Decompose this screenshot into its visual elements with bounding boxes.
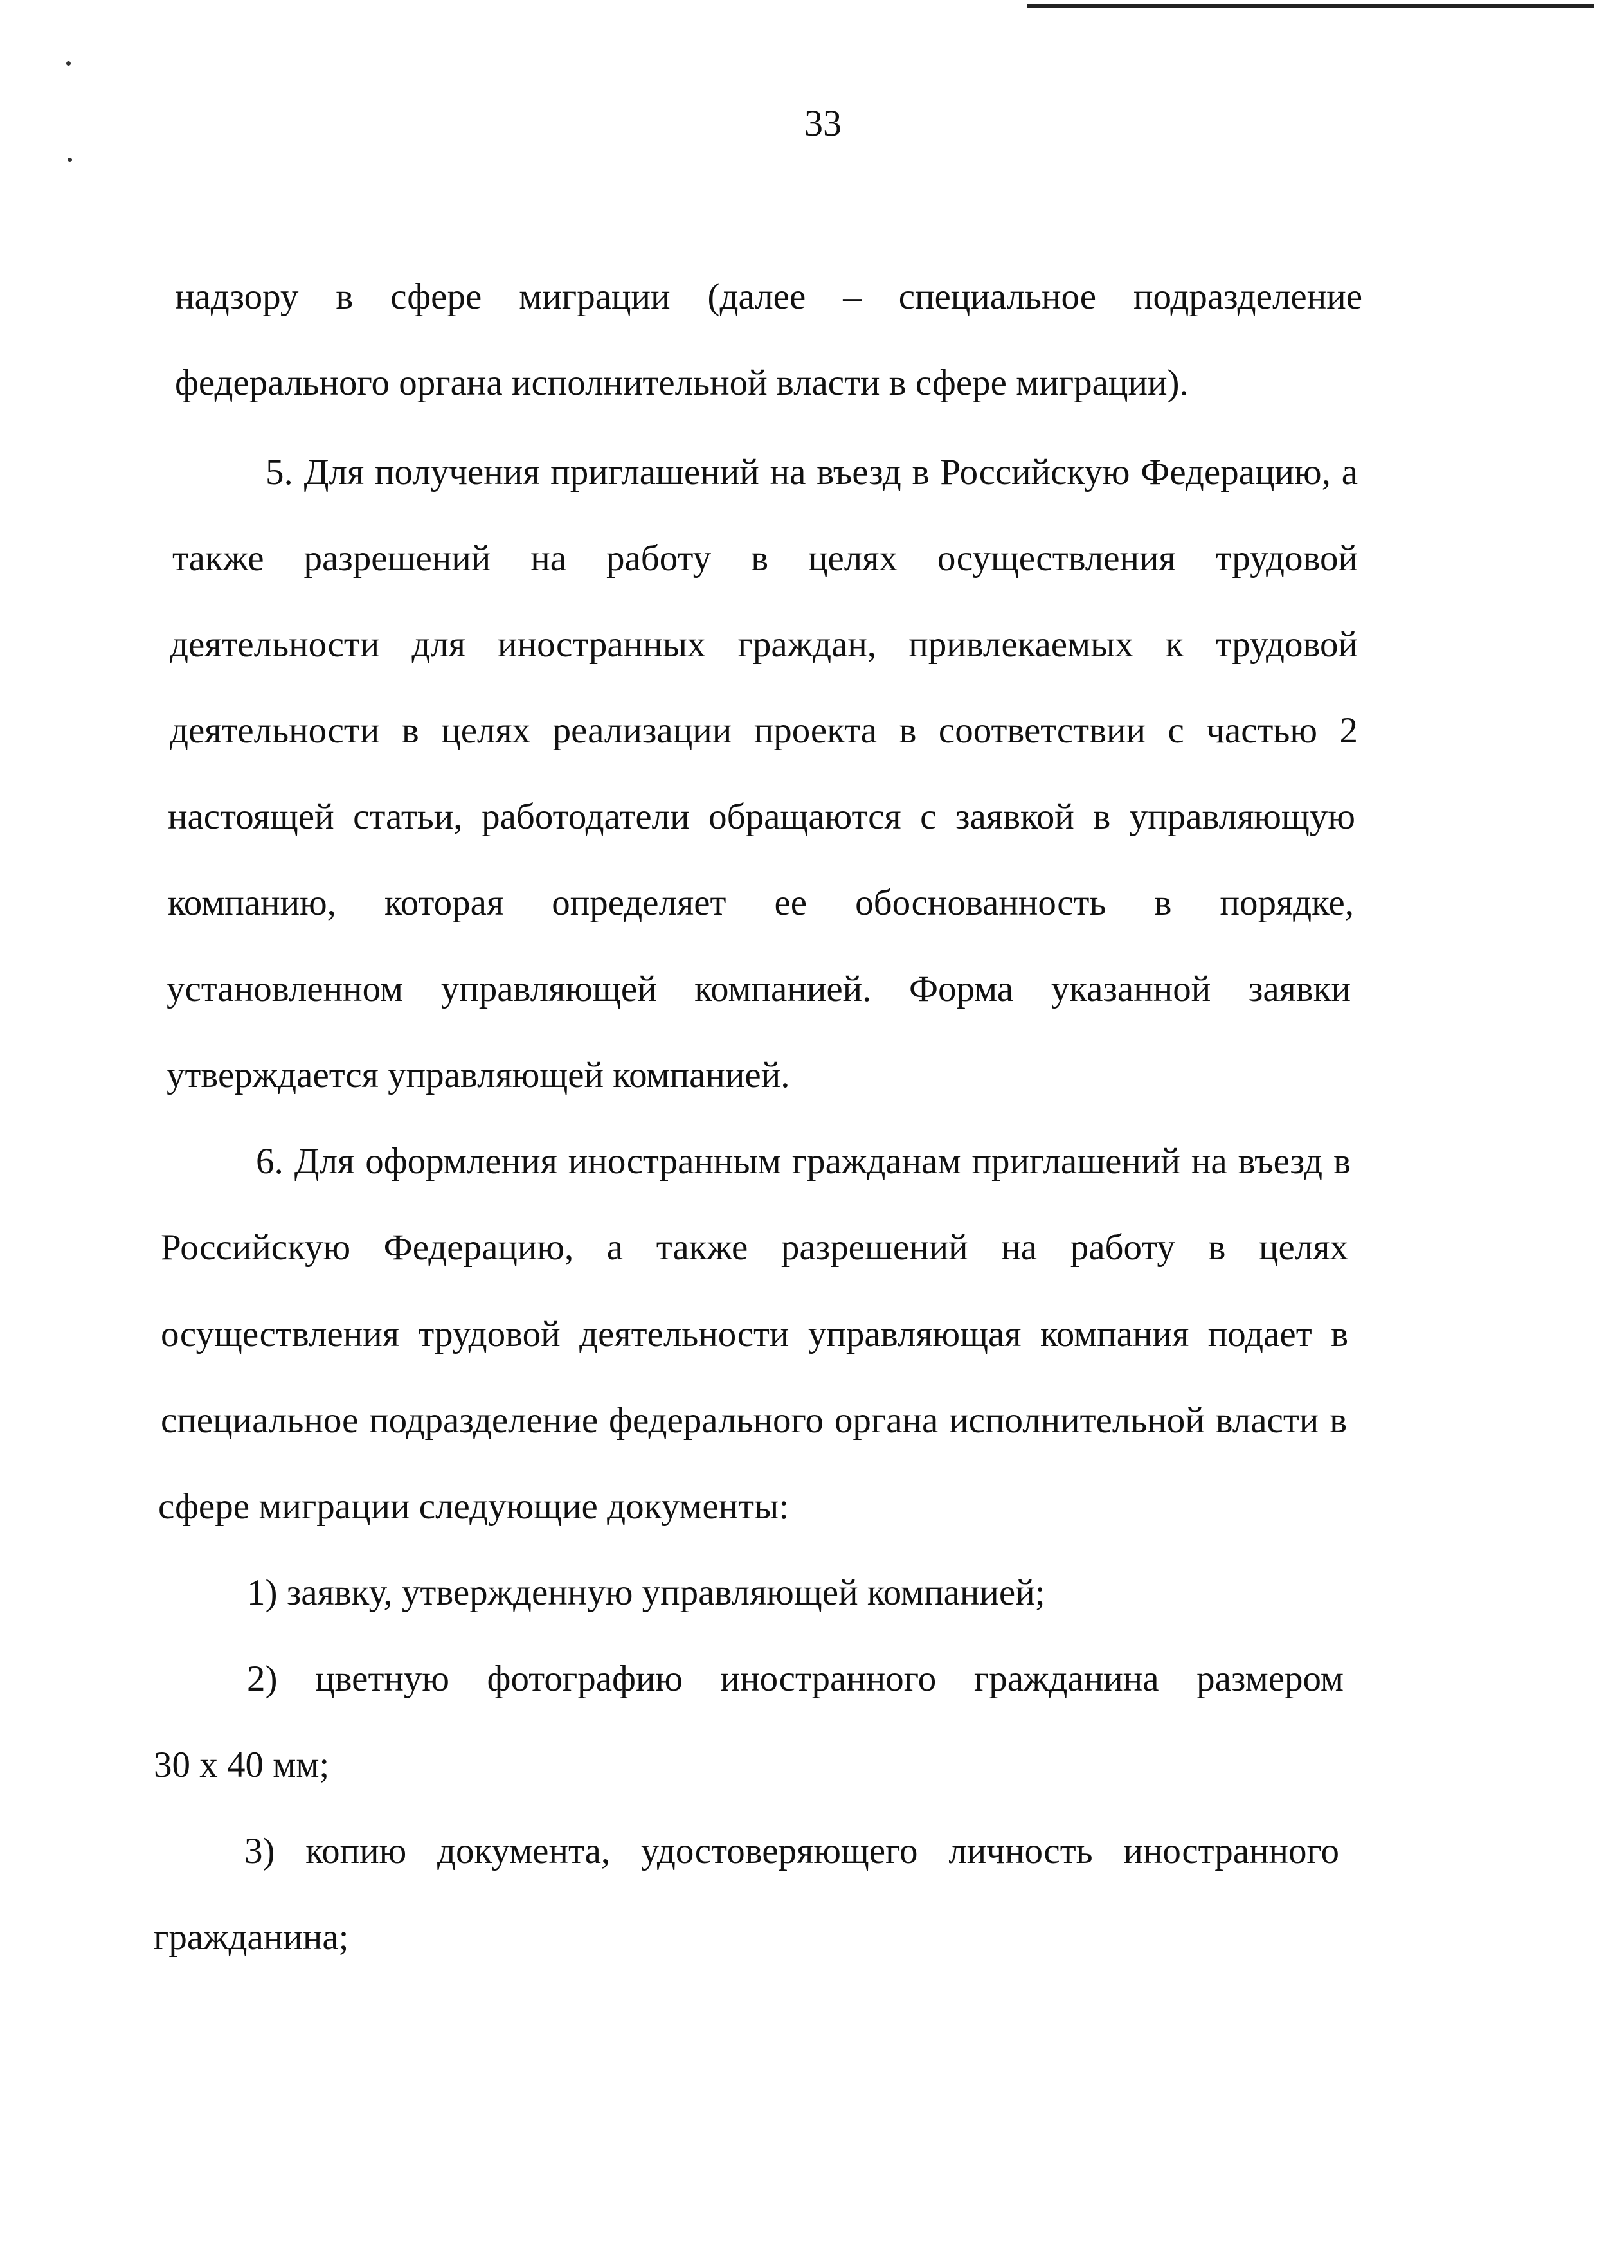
text-line: специальное подразделение федерального органа исполнительной власти в <box>161 1400 1347 1441</box>
scan-speck <box>68 158 72 162</box>
text-line: 2) цветную фотографию иностранного гражданина размером <box>247 1659 1344 1699</box>
text-line: 30 х 40 мм; <box>154 1745 330 1785</box>
text-line: гражданина; <box>154 1917 349 1958</box>
text-line: 6. Для оформления иностранным гражданам приглашений на въезд в <box>256 1141 1351 1182</box>
text-line: 3) копию документа, удостоверяющего личность иностранного <box>244 1831 1339 1871</box>
text-line: деятельности для иностранных граждан, привлекаемых к трудовой <box>170 624 1358 665</box>
scan-speck <box>66 61 71 66</box>
scan-top-rule <box>1027 4 1594 8</box>
text-line: установленном управляющей компанией. Форма указанной заявки <box>167 969 1351 1009</box>
text-line: федерального органа исполнительной власти в сфере миграции). <box>175 363 1189 403</box>
text-line: надзору в сфере миграции (далее – специальное подразделение <box>175 276 1362 317</box>
text-line: осуществления трудовой деятельности управляющая компания подает в <box>161 1314 1348 1354</box>
text-line: 1) заявку, утвержденную управляющей компанией; <box>247 1572 1045 1613</box>
page-number: 33 <box>804 102 842 144</box>
text-line: компанию, которая определяет ее обоснованность в порядке, <box>168 883 1354 923</box>
text-line: настоящей статьи, работодатели обращаются с заявкой в управляющую <box>168 797 1355 837</box>
text-line: также разрешений на работу в целях осуществления трудовой <box>172 538 1358 579</box>
text-line: деятельности в целях реализации проекта в соответствии с частью 2 <box>170 710 1358 751</box>
text-line: 5. Для получения приглашений на въезд в Российскую Федерацию, а <box>266 452 1358 492</box>
text-line: сфере миграции следующие документы: <box>158 1486 789 1527</box>
text-line: утверждается управляющей компанией. <box>167 1055 790 1095</box>
text-line: Российскую Федерацию, а также разрешений на работу в целях <box>161 1227 1348 1268</box>
